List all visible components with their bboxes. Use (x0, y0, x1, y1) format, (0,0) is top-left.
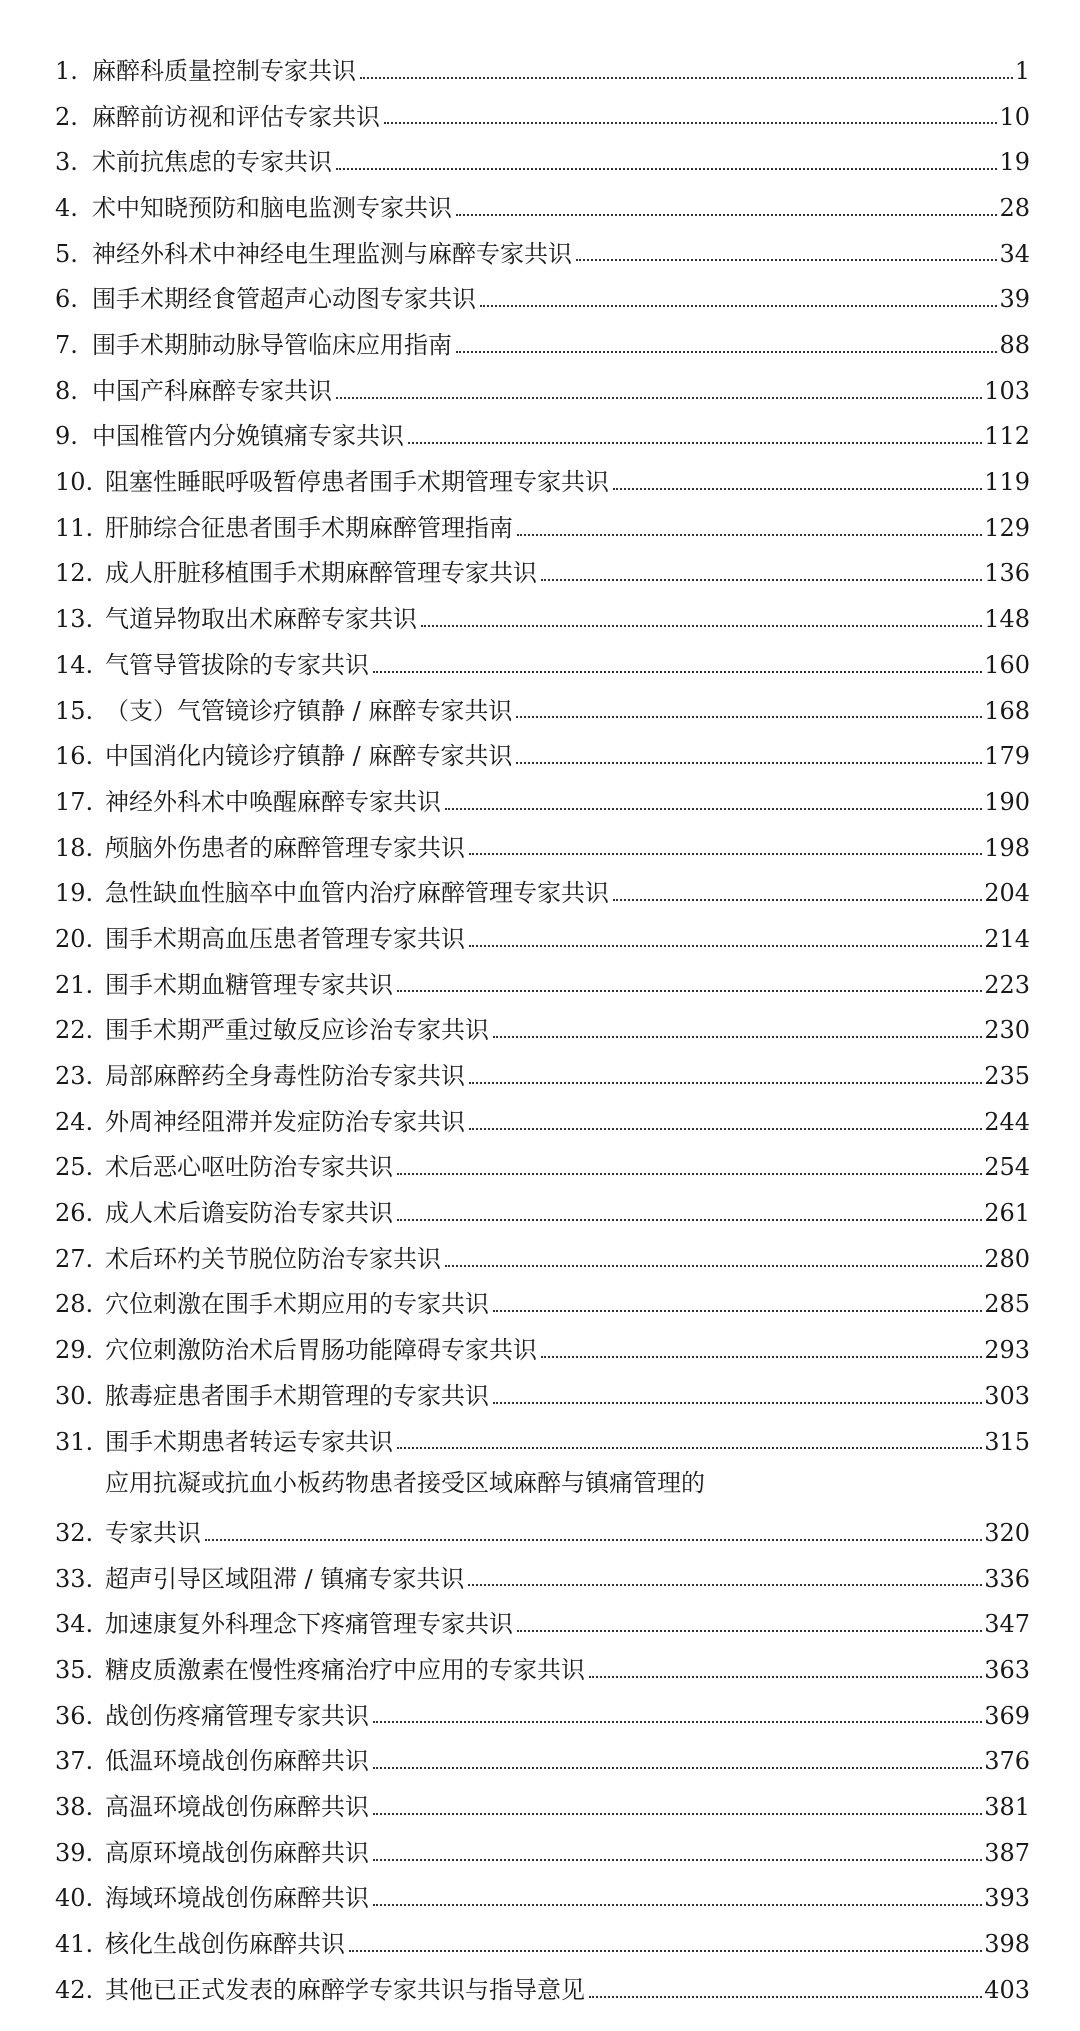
dot-leader (541, 1356, 982, 1358)
toc-entry[interactable] (55, 862, 1030, 908)
entry-number: 19. (55, 879, 94, 908)
entry-page-number: 261 (984, 1199, 1030, 1228)
entry-title: 术前抗焦虑的专家共识 (92, 148, 332, 177)
entry-title: 其他已正式发表的麻醉学专家共识与指导意见 (105, 1975, 585, 2004)
entry-body (105, 1702, 1030, 1731)
entry-body (105, 879, 1030, 908)
entry-number: 8. (55, 376, 78, 405)
entry-title: 中国消化内镜诊疗镇静 / 麻醉专家共识 (105, 742, 513, 771)
entry-number: 42. (55, 1975, 94, 2004)
entry-page-number: 347 (984, 1610, 1030, 1639)
entry-body (92, 240, 1030, 269)
entry-body (105, 514, 1030, 543)
entry-title-block (105, 1469, 1030, 1548)
dot-leader (456, 351, 997, 353)
entry-number: 27. (55, 1244, 94, 1273)
toc-entry[interactable] (55, 1411, 1030, 1457)
toc-entry[interactable] (55, 1456, 1030, 1547)
toc-entry[interactable] (55, 1228, 1030, 1274)
dot-leader (516, 716, 982, 718)
dot-leader (445, 808, 982, 810)
entry-title: 糖皮质激素在慢性疼痛治疗中应用的专家共识 (105, 1655, 585, 1684)
entry-title: 核化生战创伤麻醉共识 (105, 1930, 345, 1959)
toc-entry[interactable] (55, 1319, 1030, 1365)
entry-number: 11. (55, 513, 94, 542)
entry-page-number: 136 (984, 559, 1030, 588)
toc-entry[interactable] (55, 588, 1030, 634)
toc-entry[interactable] (55, 543, 1030, 589)
toc-entry[interactable] (55, 1365, 1030, 1411)
entry-body (105, 834, 1030, 863)
toc-entry[interactable] (55, 1639, 1030, 1685)
entry-page-number: 376 (984, 1747, 1030, 1776)
entry-number: 30. (55, 1381, 94, 1410)
dot-leader (493, 1310, 982, 1312)
entry-title: 麻醉科质量控制专家共识 (92, 56, 356, 85)
toc-entry[interactable] (55, 1091, 1030, 1137)
entry-page-number: 363 (984, 1655, 1030, 1684)
entry-title: 术中知晓预防和脑电监测专家共识 (92, 193, 452, 222)
dot-leader (336, 397, 982, 399)
entry-number: 31. (55, 1427, 94, 1456)
entry-body (105, 1884, 1030, 1913)
entry-body (105, 1062, 1030, 1091)
entry-title: 脓毒症患者围手术期管理的专家共识 (105, 1381, 489, 1410)
entry-title: 低温环境战创伤麻醉共识 (105, 1747, 369, 1776)
entry-number: 40. (55, 1884, 94, 1913)
toc-entry[interactable] (55, 177, 1030, 223)
entry-number: 33. (55, 1564, 94, 1593)
entry-body (105, 1930, 1030, 1959)
entry-number: 4. (55, 193, 78, 222)
entry-page-number: 88 (999, 331, 1030, 360)
entry-number: 35. (55, 1655, 94, 1684)
dot-leader (493, 1036, 982, 1038)
entry-body (92, 148, 1030, 177)
entry-title: 围手术期经食管超声心动图专家共识 (92, 285, 476, 314)
dot-leader (349, 1950, 982, 1952)
dot-leader (373, 1859, 982, 1861)
entry-page-number: 190 (984, 787, 1030, 816)
toc-entry[interactable] (55, 1274, 1030, 1320)
toc-entry[interactable] (55, 451, 1030, 497)
entry-page-number: 168 (984, 696, 1030, 725)
entry-page-number: 129 (984, 513, 1030, 542)
dot-leader (517, 1630, 982, 1632)
entry-body (92, 331, 1030, 360)
entry-body (92, 377, 1030, 406)
entry-body (105, 1976, 1030, 2005)
entry-title-line-1: 应用抗凝或抗血小板药物患者接受区域麻醉与镇痛管理的 (105, 1469, 705, 1498)
toc-entry[interactable] (55, 908, 1030, 954)
entry-body (105, 1565, 1030, 1594)
entry-title: （支）气管镜诊疗镇静 / 麻醉专家共识 (105, 696, 513, 725)
entry-title: 高原环境战创伤麻醉共识 (105, 1838, 369, 1867)
entry-page-number: 403 (984, 1975, 1030, 2004)
entry-number: 5. (55, 239, 78, 268)
entry-page-number: 112 (984, 422, 1030, 451)
entry-body (105, 1336, 1030, 1365)
entry-page-number: 1 (1014, 56, 1030, 85)
entry-number: 21. (55, 970, 94, 999)
entry-number: 18. (55, 833, 94, 862)
entry-number: 38. (55, 1793, 94, 1822)
entry-title: 神经外科术中神经电生理监测与麻醉专家共识 (92, 239, 572, 268)
toc-entry[interactable] (55, 999, 1030, 1045)
dot-leader (589, 1676, 982, 1678)
dot-leader (613, 899, 982, 901)
toc-entry[interactable] (55, 1548, 1030, 1594)
toc-entry[interactable] (55, 314, 1030, 360)
entry-number: 12. (55, 559, 94, 588)
entry-number: 22. (55, 1016, 94, 1045)
entry-number: 14. (55, 650, 94, 679)
dot-leader (469, 1082, 982, 1084)
toc-entry[interactable] (55, 1730, 1030, 1776)
entry-body (92, 57, 1030, 86)
entry-title: 神经外科术中唤醒麻醉专家共识 (105, 787, 441, 816)
entry-number: 36. (55, 1701, 94, 1730)
dot-leader (456, 214, 997, 216)
entry-page-number: 10 (999, 102, 1030, 131)
entry-number: 6. (55, 285, 78, 314)
entry-page-number: 398 (984, 1930, 1030, 1959)
entry-number: 20. (55, 924, 94, 953)
dot-leader (205, 1539, 982, 1541)
entry-page-number: 103 (984, 376, 1030, 405)
entry-number: 34. (55, 1610, 94, 1639)
entry-page-number: 39 (999, 285, 1030, 314)
dot-leader (360, 77, 1013, 79)
entry-title: 穴位刺激防治术后胃肠功能障碍专家共识 (105, 1336, 537, 1365)
entry-number: 10. (55, 468, 94, 497)
entry-page-number: 214 (984, 924, 1030, 953)
dot-leader (373, 1721, 982, 1723)
entry-page-number: 160 (984, 650, 1030, 679)
entry-title: 战创伤疼痛管理专家共识 (105, 1701, 369, 1730)
toc-list (55, 40, 1030, 2005)
entry-page-number: 19 (999, 148, 1030, 177)
toc-entry[interactable] (55, 1182, 1030, 1228)
entry-number: 25. (55, 1153, 94, 1182)
toc-entry[interactable] (55, 40, 1030, 86)
dot-leader (469, 853, 982, 855)
entry-title: 超声引导区域阻滞 / 镇痛专家共识 (105, 1564, 465, 1593)
entry-number: 13. (55, 605, 94, 634)
entry-number: 28. (55, 1290, 94, 1319)
entry-body (105, 1153, 1030, 1182)
toc-entry[interactable] (55, 1045, 1030, 1091)
entry-body (92, 285, 1030, 314)
entry-title: 成人术后谵妄防治专家共识 (105, 1199, 393, 1228)
entry-page-number: 28 (999, 193, 1030, 222)
dot-leader (445, 1265, 982, 1267)
entry-title: 加速康复外科理念下疼痛管理专家共识 (105, 1610, 513, 1639)
dot-leader (589, 1996, 982, 1998)
entry-body (105, 468, 1030, 497)
dot-leader (421, 625, 982, 627)
entry-body (92, 422, 1030, 451)
entry-body (105, 1469, 1030, 1548)
dot-leader (517, 534, 982, 536)
entry-title: 气管导管拔除的专家共识 (105, 650, 369, 679)
entry-title: 高温环境战创伤麻醉共识 (105, 1793, 369, 1822)
entry-number: 9. (55, 422, 78, 451)
toc-entry[interactable] (55, 725, 1030, 771)
entry-page-number: 280 (984, 1244, 1030, 1273)
entry-page-number: 148 (984, 605, 1030, 634)
entry-title: 成人肝脏移植围手术期麻醉管理专家共识 (105, 559, 537, 588)
dot-leader (576, 259, 997, 261)
dot-leader (373, 1904, 982, 1906)
entry-page-number: 230 (984, 1016, 1030, 1045)
entry-page-number: 244 (984, 1107, 1030, 1136)
entry-page-number: 369 (984, 1701, 1030, 1730)
entry-body (105, 1793, 1030, 1822)
entry-title: 围手术期肺动脉导管临床应用指南 (92, 331, 452, 360)
entry-page-number: 336 (984, 1564, 1030, 1593)
entry-number: 2. (55, 102, 78, 131)
entry-title: 颅脑外伤患者的麻醉管理专家共识 (105, 833, 465, 862)
entry-body (105, 1610, 1030, 1639)
entry-title: 麻醉前访视和评估专家共识 (92, 102, 380, 131)
entry-page-number: 204 (984, 879, 1030, 908)
entry-title: 中国产科麻醉专家共识 (92, 376, 332, 405)
toc-entry[interactable] (55, 268, 1030, 314)
entry-title: 穴位刺激在围手术期应用的专家共识 (105, 1290, 489, 1319)
toc-entry[interactable] (55, 954, 1030, 1000)
toc-entry[interactable] (55, 497, 1030, 543)
entry-body (105, 1428, 1030, 1457)
entry-body (105, 1656, 1030, 1685)
toc-entry[interactable] (55, 817, 1030, 863)
dot-leader (397, 990, 982, 992)
entry-page-number: 303 (984, 1381, 1030, 1410)
entry-page-number: 393 (984, 1884, 1030, 1913)
entry-page-number: 285 (984, 1290, 1030, 1319)
entry-body (105, 1382, 1030, 1411)
entry-title: 围手术期高血压患者管理专家共识 (105, 924, 465, 953)
dot-leader (408, 442, 982, 444)
dot-leader (493, 1402, 982, 1404)
entry-title: 中国椎管内分娩镇痛专家共识 (92, 422, 404, 451)
entry-page-number: 223 (984, 970, 1030, 999)
entry-body (105, 605, 1030, 634)
entry-number: 39. (55, 1838, 94, 1867)
dot-leader (373, 1767, 982, 1769)
entry-number: 29. (55, 1336, 94, 1365)
entry-page-number: 320 (984, 1518, 1030, 1547)
toc-entry[interactable] (55, 680, 1030, 726)
entry-body (105, 1016, 1030, 1045)
entry-title: 急性缺血性脑卒中血管内治疗麻醉管理专家共识 (105, 879, 609, 908)
dot-leader (373, 1813, 982, 1815)
toc-entry[interactable] (55, 1776, 1030, 1822)
dot-leader (384, 122, 997, 124)
entry-page-number: 293 (984, 1336, 1030, 1365)
dot-leader (397, 1173, 982, 1175)
entry-title: 阻塞性睡眠呼吸暂停患者围手术期管理专家共识 (105, 468, 609, 497)
entry-title: 术后恶心呕吐防治专家共识 (105, 1153, 393, 1182)
dot-leader (469, 945, 982, 947)
dot-leader (541, 579, 982, 581)
toc-entry[interactable] (55, 223, 1030, 269)
entry-title-line-2-row (105, 1519, 1030, 1548)
entry-number: 26. (55, 1199, 94, 1228)
entry-body (105, 742, 1030, 771)
entry-page-number: 198 (984, 833, 1030, 862)
entry-title: 肝肺综合征患者围手术期麻醉管理指南 (105, 513, 513, 542)
entry-number: 24. (55, 1107, 94, 1136)
entry-title: 海域环境战创伤麻醉共识 (105, 1884, 369, 1913)
entry-number: 37. (55, 1747, 94, 1776)
entry-page-number: 254 (984, 1153, 1030, 1182)
dot-leader (468, 1584, 982, 1586)
entry-page-number: 119 (984, 468, 1030, 497)
dot-leader (336, 168, 997, 170)
dot-leader (613, 488, 982, 490)
entry-body (105, 788, 1030, 817)
entry-body (105, 1747, 1030, 1776)
entry-title: 气道异物取出术麻醉专家共识 (105, 605, 417, 634)
entry-body (105, 697, 1030, 726)
toc-entry[interactable] (55, 771, 1030, 817)
toc-entry[interactable] (55, 1685, 1030, 1731)
toc-entry[interactable] (55, 360, 1030, 406)
toc-entry[interactable] (55, 1868, 1030, 1914)
toc-entry[interactable] (55, 634, 1030, 680)
entry-body (105, 1245, 1030, 1274)
toc-entry[interactable] (55, 1913, 1030, 1959)
entry-title: 围手术期患者转运专家共识 (105, 1427, 393, 1456)
entry-body (105, 1108, 1030, 1137)
dot-leader (397, 1447, 982, 1449)
entry-body (105, 925, 1030, 954)
entry-body (105, 1839, 1030, 1868)
entry-number: 3. (55, 148, 78, 177)
entry-title-line-2: 专家共识 (105, 1518, 201, 1547)
entry-number: 7. (55, 331, 78, 360)
dot-leader (516, 762, 982, 764)
entry-body (105, 1290, 1030, 1319)
entry-page-number: 34 (999, 239, 1030, 268)
dot-leader (397, 1219, 982, 1221)
entry-body (105, 651, 1030, 680)
entry-body (92, 103, 1030, 132)
entry-body (105, 1199, 1030, 1228)
entry-body (105, 559, 1030, 588)
entry-page-number: 387 (984, 1838, 1030, 1867)
toc-entry[interactable] (55, 1137, 1030, 1183)
entry-title: 围手术期严重过敏反应诊治专家共识 (105, 1016, 489, 1045)
entry-title: 局部麻醉药全身毒性防治专家共识 (105, 1062, 465, 1091)
toc-entry[interactable] (55, 131, 1030, 177)
dot-leader (373, 671, 982, 673)
entry-title: 围手术期血糖管理专家共识 (105, 970, 393, 999)
entry-body (92, 194, 1030, 223)
entry-number: 17. (55, 787, 94, 816)
entry-number: 41. (55, 1930, 94, 1959)
entry-number: 15. (55, 696, 94, 725)
entry-body (105, 971, 1030, 1000)
entry-number: 1. (55, 56, 78, 85)
toc-entry[interactable] (55, 1959, 1030, 2005)
entry-number: 16. (55, 742, 94, 771)
entry-page-number: 235 (984, 1062, 1030, 1091)
toc-entry[interactable] (55, 1822, 1030, 1868)
dot-leader (480, 305, 997, 307)
entry-number: 32. (55, 1518, 94, 1547)
entry-number: 23. (55, 1062, 94, 1091)
entry-page-number: 315 (984, 1427, 1030, 1456)
toc-entry[interactable] (55, 1593, 1030, 1639)
toc-entry[interactable] (55, 406, 1030, 452)
entry-page-number: 381 (984, 1793, 1030, 1822)
dot-leader (469, 1128, 982, 1130)
entry-title: 术后环杓关节脱位防治专家共识 (105, 1244, 441, 1273)
toc-entry[interactable] (55, 86, 1030, 132)
entry-page-number: 179 (984, 742, 1030, 771)
entry-title: 外周神经阻滞并发症防治专家共识 (105, 1107, 465, 1136)
